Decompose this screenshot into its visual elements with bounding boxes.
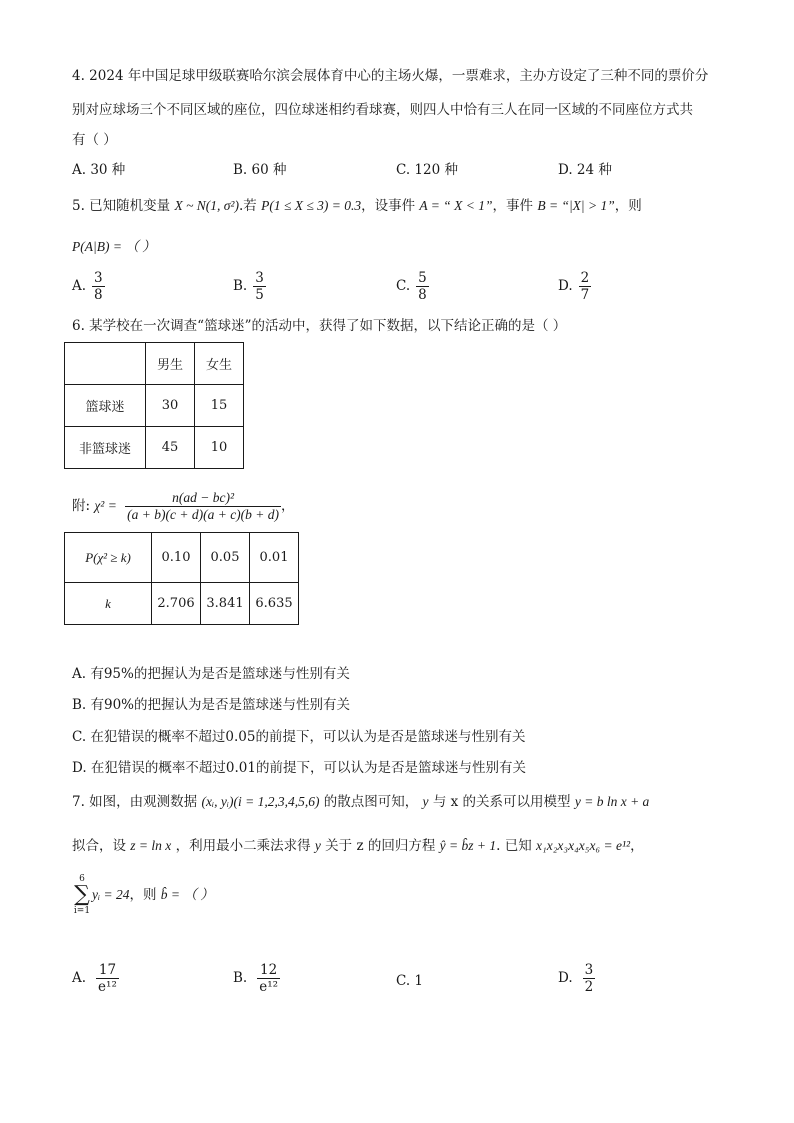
q5-ask <box>72 237 156 257</box>
numerator: 5 <box>418 270 427 286</box>
q4-stem-line2: 别对应球场三个不同区域的座位，四位球迷相约看球赛，则四人中恰有三人在同一区域的不同座位方式共 <box>72 102 693 118</box>
table-cell: 3.841 <box>201 583 250 625</box>
q5-cond-text: .若 <box>238 198 257 214</box>
q7-ask: b̂ = （ ） <box>160 887 214 902</box>
q7-l1d: y <box>422 794 429 809</box>
denominator: e¹² <box>259 979 279 995</box>
q7-l1c: 的散点图可知， <box>323 794 419 810</box>
option-label: C. <box>396 278 411 294</box>
q5-option-b <box>233 270 266 303</box>
q4-stem-line1: 4. 2024 年中国足球甲级联赛哈尔滨会展体育中心的主场火爆，一票难求，主办方设定了三种不同的票价分 <box>72 68 709 84</box>
q5-end: ，则 <box>614 198 642 214</box>
q5-option-d <box>558 270 591 303</box>
formula-prefix: 附: <box>72 498 91 514</box>
q7-sum-line <box>72 874 214 916</box>
q7-option-d <box>558 962 595 995</box>
q5-condition: P(1 ≤ X ≤ 3) = 0.3 <box>261 198 362 213</box>
numerator: 17 <box>96 962 119 979</box>
formula-end: ， <box>281 498 295 514</box>
summation <box>72 874 92 916</box>
q4-option-c: C. 120 种 <box>396 162 458 178</box>
q7-l2c: ，利用最小二乘法求得 <box>175 838 311 854</box>
table-cell: 6.635 <box>250 583 299 625</box>
q6-critical-value-table <box>64 532 299 625</box>
q5-event-b-text: ，事件 <box>492 198 534 214</box>
q5-distribution: X ~ N(1, σ²) <box>174 198 239 213</box>
table-header-cell: 女生 <box>195 343 244 385</box>
q5-event-a-text: ，设事件 <box>361 198 416 214</box>
table-cell: 0.01 <box>250 533 299 583</box>
numerator: 3 <box>94 270 103 286</box>
denominator: 2 <box>584 979 594 995</box>
fraction <box>257 962 280 995</box>
option-label: B. <box>233 970 248 986</box>
fraction <box>96 962 119 995</box>
q6-formula <box>72 490 295 523</box>
q7-l2d: y <box>314 838 321 853</box>
numerator: 3 <box>584 962 594 978</box>
table-header-cell <box>65 343 146 385</box>
q5-option-a <box>72 270 105 303</box>
q6-option-a: A. 有95%的把握认为是否是篮球迷与性别有关 <box>72 666 350 682</box>
sum-upper: 6 <box>79 874 85 884</box>
sum-end: ，则 <box>129 887 157 903</box>
q7-option-a <box>72 962 119 995</box>
q5-stem-line1 <box>72 196 642 216</box>
denominator: e¹² <box>98 979 117 995</box>
q4-option-b: B. 60 种 <box>233 162 287 178</box>
denominator: 8 <box>94 287 103 303</box>
table-row-label: P(χ² ≥ k) <box>65 533 152 583</box>
q7-l2a: 拟合，设 <box>72 838 126 854</box>
fraction <box>92 270 105 303</box>
q7-stem-line1 <box>72 792 649 812</box>
table-cell: 10 <box>195 427 244 469</box>
fraction <box>253 270 266 303</box>
q7-l2i: ， <box>630 838 644 854</box>
q7-stem-line2 <box>72 836 644 856</box>
denominator: 5 <box>255 287 264 303</box>
q7-l1a: 7. 如图，由观测数据 <box>72 794 198 810</box>
q4-option-a: A. 30 种 <box>72 162 126 178</box>
q6-stem: 6. 某学校在一次调查“篮球迷”的活动中，获得了如下数据，以下结论正确的是（ ） <box>72 318 567 334</box>
fraction <box>583 962 596 995</box>
q7-l2e: 关于 z 的回归方程 <box>325 838 436 854</box>
fraction <box>416 270 429 303</box>
sum-expression: yᵢ = 24 <box>92 887 130 902</box>
option-label: D. <box>558 970 573 986</box>
q6-option-d: D. 在犯错误的概率不超过0.01的前提下，可以认为是否是篮球迷与性别有关 <box>72 760 526 776</box>
q4-stem-line3: 有（ ） <box>72 132 117 148</box>
q7-l1b: (xᵢ, yᵢ)(i = 1,2,3,4,5,6) <box>201 794 320 809</box>
table-cell: 2.706 <box>152 583 201 625</box>
formula-fraction <box>125 490 281 523</box>
table-cell: 15 <box>195 385 244 427</box>
formula-lhs: χ² = <box>94 498 117 513</box>
sigma-icon: ∑ <box>74 882 90 907</box>
table-row-label: 非篮球迷 <box>65 427 146 469</box>
numerator: 12 <box>257 962 280 979</box>
q5-option-c <box>396 270 429 303</box>
denominator: 8 <box>418 287 427 303</box>
option-label: A. <box>72 278 87 294</box>
formula-numerator: n(ad − bc)² <box>125 490 281 507</box>
q4-option-d: D. 24 种 <box>558 162 612 178</box>
q6-data-table <box>64 342 244 469</box>
q5-event-a: A = “ X < 1” <box>419 198 493 213</box>
q6-option-c: C. 在犯错误的概率不超过0.05的前提下，可以认为是否是篮球迷与性别有关 <box>72 729 526 745</box>
table-row-label: k <box>65 583 152 625</box>
numerator: 3 <box>255 270 264 286</box>
q7-option-c: C. 1 <box>396 973 424 989</box>
denominator: 7 <box>580 287 590 303</box>
table-cell: 45 <box>146 427 195 469</box>
table-cell: 30 <box>146 385 195 427</box>
q7-l2f: ŷ = b̂z + 1 <box>439 838 497 853</box>
q5-ask-expr: P(A|B) = （ ） <box>72 239 156 254</box>
formula-denominator: (a + b)(c + d)(a + c)(b + d) <box>127 507 280 522</box>
q7-l1f: y = b ln x + a <box>574 794 650 809</box>
q7-l1e: 与 x 的关系可以用模型 <box>432 794 571 810</box>
q5-prefix: 5. 已知随机变量 <box>72 198 171 214</box>
table-row-label: 篮球迷 <box>65 385 146 427</box>
numerator: 2 <box>580 270 590 286</box>
option-label: B. <box>233 278 248 294</box>
q6-option-b: B. 有90%的把握认为是否是篮球迷与性别有关 <box>72 697 351 713</box>
q7-option-b <box>233 962 280 995</box>
q5-event-b: B = “|X| > 1” <box>537 198 615 213</box>
table-header-cell: 男生 <box>146 343 195 385</box>
table-cell: 0.10 <box>152 533 201 583</box>
q7-l2g: . 已知 <box>496 838 532 854</box>
table-cell: 0.05 <box>201 533 250 583</box>
q7-l2b: z = ln x <box>130 838 172 853</box>
option-label: A. <box>72 970 87 986</box>
q7-l2h: x₁x₂x₃x₄x₅x₆ = e¹² <box>536 838 631 853</box>
fraction <box>579 270 592 303</box>
option-label: D. <box>558 278 573 294</box>
sum-lower: i=1 <box>73 906 91 916</box>
